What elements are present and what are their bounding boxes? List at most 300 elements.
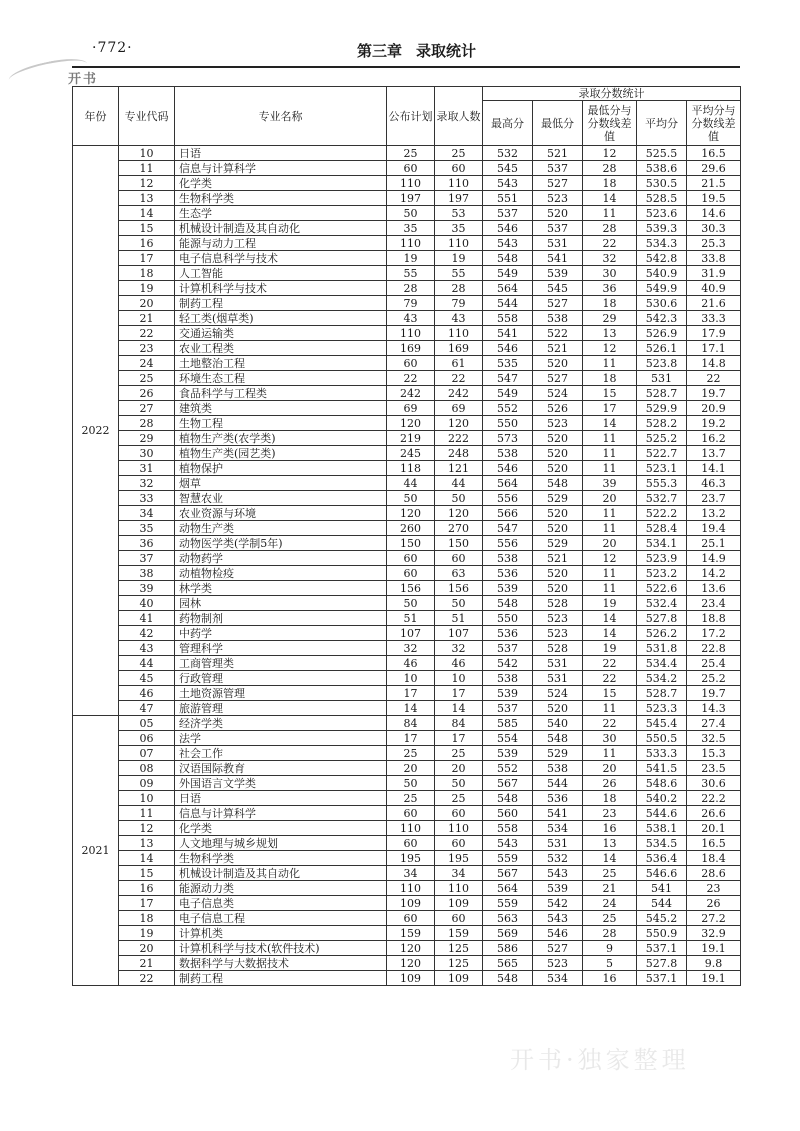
plan-cell: 195 [387, 851, 435, 866]
plan-cell: 219 [387, 431, 435, 446]
table-row [73, 446, 741, 461]
max-score-cell: 548 [483, 596, 533, 611]
min-diff-cell: 30 [583, 731, 637, 746]
table-row [73, 431, 741, 446]
plan-cell: 25 [387, 746, 435, 761]
avg-score-cell: 522.7 [637, 446, 687, 461]
avg-diff-cell: 23.7 [687, 491, 741, 506]
major-code-cell: 16 [119, 881, 175, 896]
plan-cell: 50 [387, 776, 435, 791]
avg-score-cell: 528.7 [637, 386, 687, 401]
major-name-cell: 农业资源与环境 [175, 506, 387, 521]
min-score-cell: 538 [533, 761, 583, 776]
admitted-cell: 125 [435, 956, 483, 971]
admitted-cell: 28 [435, 281, 483, 296]
max-score-cell: 552 [483, 401, 533, 416]
col-major-code: 专业代码 [119, 87, 175, 146]
avg-score-cell: 548.6 [637, 776, 687, 791]
plan-cell: 28 [387, 281, 435, 296]
plan-cell: 44 [387, 476, 435, 491]
major-name-cell: 动物医学类(学制5年) [175, 536, 387, 551]
major-name-cell: 日语 [175, 791, 387, 806]
avg-score-cell: 528.4 [637, 521, 687, 536]
major-code-cell: 26 [119, 386, 175, 401]
plan-cell: 60 [387, 566, 435, 581]
table-row [73, 416, 741, 431]
major-code-cell: 25 [119, 371, 175, 386]
min-score-cell: 544 [533, 776, 583, 791]
table-row [73, 731, 741, 746]
avg-score-cell: 527.8 [637, 611, 687, 626]
major-name-cell: 电子信息工程 [175, 911, 387, 926]
min-diff-cell: 11 [583, 566, 637, 581]
min-score-cell: 540 [533, 716, 583, 731]
plan-cell: 10 [387, 671, 435, 686]
admitted-cell: 50 [435, 596, 483, 611]
major-code-cell: 45 [119, 671, 175, 686]
year-cell: 2022 [73, 146, 119, 716]
table-row [73, 191, 741, 206]
major-code-cell: 42 [119, 626, 175, 641]
avg-diff-cell: 19.2 [687, 416, 741, 431]
table-row [73, 521, 741, 536]
major-name-cell: 电子信息类 [175, 896, 387, 911]
avg-diff-cell: 18.4 [687, 851, 741, 866]
min-diff-cell: 21 [583, 881, 637, 896]
avg-diff-cell: 19.1 [687, 971, 741, 986]
major-name-cell: 旅游管理 [175, 701, 387, 716]
avg-diff-cell: 19.7 [687, 686, 741, 701]
admitted-cell: 197 [435, 191, 483, 206]
max-score-cell: 548 [483, 791, 533, 806]
major-code-cell: 05 [119, 716, 175, 731]
avg-diff-cell: 29.6 [687, 161, 741, 176]
plan-cell: 156 [387, 581, 435, 596]
table-row [73, 206, 741, 221]
table-row [73, 581, 741, 596]
major-name-cell: 生物科学类 [175, 191, 387, 206]
max-score-cell: 569 [483, 926, 533, 941]
table-row [73, 896, 741, 911]
admitted-cell: 110 [435, 821, 483, 836]
max-score-cell: 556 [483, 491, 533, 506]
table-row [73, 641, 741, 656]
min-score-cell: 520 [533, 506, 583, 521]
major-code-cell: 39 [119, 581, 175, 596]
avg-score-cell: 550.5 [637, 731, 687, 746]
major-code-cell: 17 [119, 251, 175, 266]
major-code-cell: 30 [119, 446, 175, 461]
major-name-cell: 汉语国际教育 [175, 761, 387, 776]
min-score-cell: 526 [533, 401, 583, 416]
avg-score-cell: 542.3 [637, 311, 687, 326]
min-score-cell: 528 [533, 641, 583, 656]
avg-score-cell: 534.5 [637, 836, 687, 851]
table-row [73, 356, 741, 371]
table-row [73, 596, 741, 611]
min-score-cell: 520 [533, 206, 583, 221]
avg-score-cell: 523.6 [637, 206, 687, 221]
min-score-cell: 520 [533, 521, 583, 536]
avg-diff-cell: 16.5 [687, 146, 741, 161]
min-score-cell: 541 [533, 251, 583, 266]
min-score-cell: 531 [533, 656, 583, 671]
max-score-cell: 538 [483, 551, 533, 566]
avg-diff-cell: 18.8 [687, 611, 741, 626]
avg-diff-cell: 21.5 [687, 176, 741, 191]
avg-diff-cell: 26 [687, 896, 741, 911]
chapter-title: 录取统计 [416, 42, 477, 60]
admitted-cell: 79 [435, 296, 483, 311]
avg-diff-cell: 13.2 [687, 506, 741, 521]
min-score-cell: 538 [533, 311, 583, 326]
min-diff-cell: 19 [583, 641, 637, 656]
major-code-cell: 17 [119, 896, 175, 911]
admitted-cell: 43 [435, 311, 483, 326]
plan-cell: 107 [387, 626, 435, 641]
col-year: 年份 [73, 87, 119, 146]
admitted-cell: 270 [435, 521, 483, 536]
avg-diff-cell: 26.6 [687, 806, 741, 821]
plan-cell: 60 [387, 806, 435, 821]
major-code-cell: 47 [119, 701, 175, 716]
table-row [73, 311, 741, 326]
min-diff-cell: 13 [583, 836, 637, 851]
major-name-cell: 经济学类 [175, 716, 387, 731]
major-name-cell: 能源与动力工程 [175, 236, 387, 251]
avg-score-cell: 530.6 [637, 296, 687, 311]
avg-diff-cell: 16.5 [687, 836, 741, 851]
header-row [73, 87, 741, 101]
min-diff-cell: 28 [583, 161, 637, 176]
major-code-cell: 14 [119, 206, 175, 221]
major-code-cell: 35 [119, 521, 175, 536]
plan-cell: 69 [387, 401, 435, 416]
avg-score-cell: 541 [637, 881, 687, 896]
major-code-cell: 22 [119, 326, 175, 341]
avg-score-cell: 540.2 [637, 791, 687, 806]
major-name-cell: 动物生产类 [175, 521, 387, 536]
admitted-cell: 50 [435, 776, 483, 791]
min-diff-cell: 30 [583, 266, 637, 281]
table-row [73, 176, 741, 191]
major-name-cell: 化学类 [175, 176, 387, 191]
min-score-cell: 542 [533, 896, 583, 911]
max-score-cell: 585 [483, 716, 533, 731]
year-cell: 2021 [73, 716, 119, 986]
major-code-cell: 11 [119, 806, 175, 821]
avg-score-cell: 523.2 [637, 566, 687, 581]
avg-diff-cell: 19.5 [687, 191, 741, 206]
min-diff-cell: 18 [583, 176, 637, 191]
col-max: 最高分 [483, 101, 533, 146]
plan-cell: 25 [387, 791, 435, 806]
min-diff-cell: 29 [583, 311, 637, 326]
max-score-cell: 544 [483, 296, 533, 311]
min-diff-cell: 20 [583, 491, 637, 506]
major-name-cell: 计算机科学与技术 [175, 281, 387, 296]
major-code-cell: 20 [119, 296, 175, 311]
table-row [73, 401, 741, 416]
plan-cell: 120 [387, 506, 435, 521]
major-name-cell: 植物生产类(农学类) [175, 431, 387, 446]
avg-score-cell: 526.1 [637, 341, 687, 356]
admitted-cell: 109 [435, 971, 483, 986]
major-code-cell: 40 [119, 596, 175, 611]
min-score-cell: 531 [533, 236, 583, 251]
avg-diff-cell: 13.6 [687, 581, 741, 596]
min-diff-cell: 11 [583, 521, 637, 536]
avg-score-cell: 531 [637, 371, 687, 386]
admitted-cell: 110 [435, 236, 483, 251]
min-diff-cell: 22 [583, 236, 637, 251]
major-code-cell: 24 [119, 356, 175, 371]
admitted-cell: 10 [435, 671, 483, 686]
admitted-cell: 51 [435, 611, 483, 626]
footer-watermark: 开书·独家整理 [510, 1046, 690, 1074]
avg-diff-cell: 32.5 [687, 731, 741, 746]
admitted-cell: 53 [435, 206, 483, 221]
major-name-cell: 电子信息科学与技术 [175, 251, 387, 266]
min-diff-cell: 20 [583, 536, 637, 551]
header-rule [72, 66, 740, 68]
major-code-cell: 37 [119, 551, 175, 566]
table-row [73, 461, 741, 476]
min-diff-cell: 22 [583, 716, 637, 731]
major-code-cell: 43 [119, 641, 175, 656]
major-code-cell: 44 [119, 656, 175, 671]
min-diff-cell: 17 [583, 401, 637, 416]
major-name-cell: 计算机科学与技术(软件技术) [175, 941, 387, 956]
admitted-cell: 150 [435, 536, 483, 551]
avg-score-cell: 537.1 [637, 971, 687, 986]
major-name-cell: 智慧农业 [175, 491, 387, 506]
avg-score-cell: 526.2 [637, 626, 687, 641]
plan-cell: 46 [387, 656, 435, 671]
min-score-cell: 521 [533, 341, 583, 356]
admitted-cell: 120 [435, 416, 483, 431]
max-score-cell: 558 [483, 311, 533, 326]
min-diff-cell: 11 [583, 356, 637, 371]
min-diff-cell: 5 [583, 956, 637, 971]
admitted-cell: 60 [435, 551, 483, 566]
major-name-cell: 计算机类 [175, 926, 387, 941]
admitted-cell: 120 [435, 506, 483, 521]
min-score-cell: 534 [533, 971, 583, 986]
avg-diff-cell: 17.9 [687, 326, 741, 341]
avg-score-cell: 538.1 [637, 821, 687, 836]
table-row [73, 926, 741, 941]
avg-score-cell: 528.2 [637, 416, 687, 431]
admitted-cell: 46 [435, 656, 483, 671]
min-diff-cell: 39 [583, 476, 637, 491]
max-score-cell: 539 [483, 746, 533, 761]
major-name-cell: 建筑类 [175, 401, 387, 416]
avg-diff-cell: 30.3 [687, 221, 741, 236]
min-score-cell: 522 [533, 326, 583, 341]
min-diff-cell: 13 [583, 326, 637, 341]
plan-cell: 118 [387, 461, 435, 476]
avg-score-cell: 523.3 [637, 701, 687, 716]
table-row [73, 821, 741, 836]
plan-cell: 110 [387, 176, 435, 191]
plan-cell: 110 [387, 326, 435, 341]
major-code-cell: 18 [119, 266, 175, 281]
major-name-cell: 土地整治工程 [175, 356, 387, 371]
min-score-cell: 523 [533, 416, 583, 431]
plan-cell: 260 [387, 521, 435, 536]
min-score-cell: 524 [533, 386, 583, 401]
major-name-cell: 生物工程 [175, 416, 387, 431]
major-code-cell: 21 [119, 956, 175, 971]
avg-diff-cell: 14.2 [687, 566, 741, 581]
table-row [73, 146, 741, 161]
avg-score-cell: 532.7 [637, 491, 687, 506]
major-name-cell: 交通运输类 [175, 326, 387, 341]
max-score-cell: 556 [483, 536, 533, 551]
avg-diff-cell: 14.1 [687, 461, 741, 476]
min-score-cell: 529 [533, 491, 583, 506]
max-score-cell: 546 [483, 461, 533, 476]
min-score-cell: 534 [533, 821, 583, 836]
plan-cell: 84 [387, 716, 435, 731]
min-diff-cell: 11 [583, 446, 637, 461]
max-score-cell: 560 [483, 806, 533, 821]
max-score-cell: 563 [483, 911, 533, 926]
max-score-cell: 543 [483, 836, 533, 851]
avg-diff-cell: 19.4 [687, 521, 741, 536]
min-diff-cell: 15 [583, 386, 637, 401]
plan-cell: 20 [387, 761, 435, 776]
major-code-cell: 16 [119, 236, 175, 251]
table-row [73, 971, 741, 986]
avg-score-cell: 531.8 [637, 641, 687, 656]
min-diff-cell: 11 [583, 431, 637, 446]
plan-cell: 32 [387, 641, 435, 656]
publisher-logo: 开书 [68, 72, 99, 87]
col-major-name: 专业名称 [175, 87, 387, 146]
min-score-cell: 529 [533, 536, 583, 551]
table-row [73, 806, 741, 821]
min-score-cell: 545 [533, 281, 583, 296]
admitted-cell: 110 [435, 176, 483, 191]
admitted-cell: 84 [435, 716, 483, 731]
admitted-cell: 60 [435, 911, 483, 926]
min-score-cell: 520 [533, 431, 583, 446]
min-diff-cell: 15 [583, 686, 637, 701]
table-row [73, 386, 741, 401]
col-min-diff: 最低分与分数线差值 [583, 101, 637, 146]
admitted-cell: 17 [435, 731, 483, 746]
admission-score-table [72, 86, 741, 986]
max-score-cell: 564 [483, 281, 533, 296]
admitted-cell: 25 [435, 746, 483, 761]
admitted-cell: 34 [435, 866, 483, 881]
major-code-cell: 23 [119, 341, 175, 356]
avg-score-cell: 522.2 [637, 506, 687, 521]
major-name-cell: 药物制剂 [175, 611, 387, 626]
min-score-cell: 537 [533, 221, 583, 236]
admitted-cell: 125 [435, 941, 483, 956]
admitted-cell: 25 [435, 146, 483, 161]
major-name-cell: 中药学 [175, 626, 387, 641]
admitted-cell: 156 [435, 581, 483, 596]
avg-score-cell: 540.9 [637, 266, 687, 281]
min-score-cell: 523 [533, 611, 583, 626]
min-score-cell: 529 [533, 746, 583, 761]
plan-cell: 25 [387, 146, 435, 161]
major-code-cell: 12 [119, 176, 175, 191]
avg-score-cell: 534.3 [637, 236, 687, 251]
min-score-cell: 527 [533, 296, 583, 311]
min-score-cell: 531 [533, 671, 583, 686]
plan-cell: 60 [387, 161, 435, 176]
avg-diff-cell: 17.1 [687, 341, 741, 356]
avg-score-cell: 525.2 [637, 431, 687, 446]
avg-score-cell: 528.7 [637, 686, 687, 701]
plan-cell: 110 [387, 821, 435, 836]
min-score-cell: 527 [533, 371, 583, 386]
major-code-cell: 27 [119, 401, 175, 416]
min-diff-cell: 25 [583, 911, 637, 926]
avg-score-cell: 532.4 [637, 596, 687, 611]
plan-cell: 245 [387, 446, 435, 461]
page-number: ·772· [92, 40, 133, 56]
min-score-cell: 548 [533, 476, 583, 491]
max-score-cell: 547 [483, 371, 533, 386]
chapter-number: 第三章 [357, 42, 403, 60]
table-row [73, 251, 741, 266]
avg-diff-cell: 30.6 [687, 776, 741, 791]
min-diff-cell: 16 [583, 821, 637, 836]
table-row [73, 911, 741, 926]
min-diff-cell: 14 [583, 611, 637, 626]
admitted-cell: 60 [435, 806, 483, 821]
major-name-cell: 外国语言文学类 [175, 776, 387, 791]
plan-cell: 150 [387, 536, 435, 551]
admitted-cell: 20 [435, 761, 483, 776]
min-score-cell: 520 [533, 446, 583, 461]
max-score-cell: 535 [483, 356, 533, 371]
max-score-cell: 537 [483, 641, 533, 656]
avg-diff-cell: 22.2 [687, 791, 741, 806]
max-score-cell: 541 [483, 326, 533, 341]
avg-diff-cell: 25.1 [687, 536, 741, 551]
max-score-cell: 549 [483, 386, 533, 401]
min-diff-cell: 23 [583, 806, 637, 821]
avg-diff-cell: 23.4 [687, 596, 741, 611]
min-score-cell: 523 [533, 626, 583, 641]
admitted-cell: 25 [435, 791, 483, 806]
plan-cell: 50 [387, 491, 435, 506]
admitted-cell: 14 [435, 701, 483, 716]
admitted-cell: 222 [435, 431, 483, 446]
avg-diff-cell: 14.8 [687, 356, 741, 371]
min-diff-cell: 14 [583, 416, 637, 431]
major-name-cell: 管理科学 [175, 641, 387, 656]
admitted-cell: 169 [435, 341, 483, 356]
major-code-cell: 36 [119, 536, 175, 551]
avg-diff-cell: 33.3 [687, 311, 741, 326]
avg-score-cell: 538.6 [637, 161, 687, 176]
avg-score-cell: 534.4 [637, 656, 687, 671]
max-score-cell: 546 [483, 341, 533, 356]
admitted-cell: 35 [435, 221, 483, 236]
plan-cell: 169 [387, 341, 435, 356]
avg-score-cell: 529.9 [637, 401, 687, 416]
max-score-cell: 567 [483, 866, 533, 881]
admitted-cell: 195 [435, 851, 483, 866]
